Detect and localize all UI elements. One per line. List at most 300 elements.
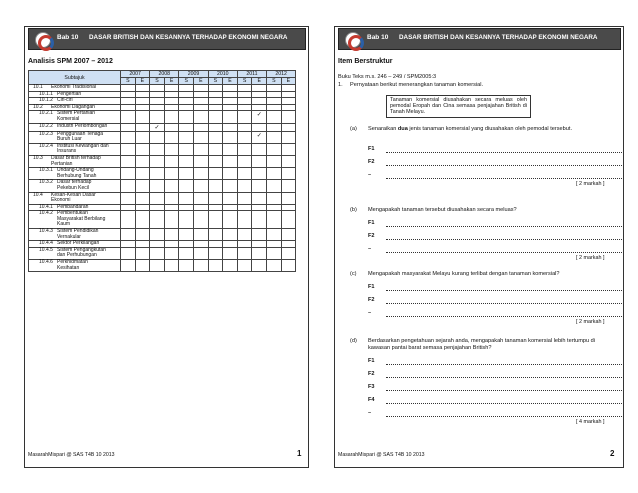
part-question xyxy=(368,338,618,351)
mark-cell xyxy=(237,211,252,229)
s-column-header: S xyxy=(237,78,252,85)
year-header: 2011 xyxy=(237,71,266,78)
mark-cell xyxy=(267,192,282,204)
mark-cell xyxy=(208,123,223,131)
subtopic-number: 10.3 xyxy=(33,154,43,161)
answer-input-line[interactable] xyxy=(386,290,622,291)
mark-cell xyxy=(223,91,238,98)
mark-cell xyxy=(121,211,136,229)
mark-cell xyxy=(208,143,223,155)
mark-cell xyxy=(237,247,252,259)
table-row xyxy=(29,168,296,180)
table-row xyxy=(29,111,296,123)
mark-cell xyxy=(252,247,267,259)
subtopic-text: Industri Perlombongan xyxy=(57,122,108,129)
mark-cell xyxy=(150,168,165,180)
mark-cell xyxy=(135,85,150,92)
mark-cell xyxy=(252,168,267,180)
table-row xyxy=(29,192,296,204)
check-mark-icon: ✓ xyxy=(252,131,267,143)
year-header: 2012 xyxy=(267,71,296,78)
table-row xyxy=(29,260,296,272)
part-label: (a) xyxy=(350,126,357,132)
mark-cell xyxy=(164,85,179,92)
question-text: Mengapakah tanaman tersebut diusahakan secara meluas? xyxy=(368,207,517,213)
mark-cell xyxy=(194,241,209,248)
mark-cell xyxy=(208,104,223,111)
subtopic-text: Institusi Kewangan dan Insurans xyxy=(57,142,109,155)
mark-cell xyxy=(281,260,296,272)
subtopic-number: 10.3.1 xyxy=(39,167,53,174)
quote-box: Tanaman komersial diusahakan secara meluas oleh pemodal Eropah dan Cina semasa penjajahan British di Tanah Melayu. xyxy=(386,95,531,118)
mark-cell xyxy=(223,260,238,272)
mark-cell xyxy=(135,229,150,241)
answer-input-line[interactable] xyxy=(386,303,622,304)
subtopic-cell xyxy=(29,168,121,180)
subtopic-number: 10.4.4 xyxy=(39,240,53,247)
subtopic-number: 10.4.3 xyxy=(39,228,53,235)
mark-cell xyxy=(223,143,238,155)
mark-cell xyxy=(223,204,238,211)
mark-cell xyxy=(281,111,296,123)
s-column-header: S xyxy=(267,78,282,85)
mark-cell xyxy=(135,211,150,229)
table-row xyxy=(29,155,296,167)
mark-cell xyxy=(208,204,223,211)
answer-label: F2 xyxy=(368,297,375,303)
mark-cell xyxy=(150,85,165,92)
mark-cell xyxy=(150,204,165,211)
subtopic-number: 10.1.2 xyxy=(39,97,53,104)
mark-cell xyxy=(179,211,194,229)
mark-cell xyxy=(252,260,267,272)
mark-cell xyxy=(164,91,179,98)
footer: MasarahMispari @ SAS T4B 10 2013 xyxy=(28,452,115,458)
part-label: (d) xyxy=(350,338,357,344)
mark-cell xyxy=(223,241,238,248)
mark-cell xyxy=(121,131,136,143)
mark-cell xyxy=(237,111,252,123)
mark-cell xyxy=(194,111,209,123)
mark-cell xyxy=(281,192,296,204)
page-border xyxy=(334,26,624,468)
mark-cell xyxy=(267,131,282,143)
mark-cell xyxy=(281,155,296,167)
section-title: Item Berstruktur xyxy=(338,58,393,65)
mark-cell xyxy=(223,85,238,92)
subtopic-text: Pembentukan Masyarakat Berbilang Kaum xyxy=(57,210,106,228)
subtopic-number: 10.2.3 xyxy=(39,130,53,137)
mark-cell xyxy=(150,192,165,204)
mark-cell xyxy=(252,155,267,167)
mark-cell xyxy=(179,241,194,248)
mark-cell xyxy=(208,168,223,180)
answer-input-line[interactable] xyxy=(386,152,622,153)
mark-cell xyxy=(252,211,267,229)
mark-cell xyxy=(237,104,252,111)
mark-cell xyxy=(267,241,282,248)
mark-cell xyxy=(252,229,267,241)
subtopic-number: 10.4 xyxy=(33,191,43,198)
table-row xyxy=(29,211,296,229)
mark-cell xyxy=(179,260,194,272)
mark-cell xyxy=(135,143,150,155)
mark-cell xyxy=(179,192,194,204)
mark-cell xyxy=(164,168,179,180)
mark-cell xyxy=(208,155,223,167)
mark-cell xyxy=(237,260,252,272)
mark-cell xyxy=(179,143,194,155)
page-left xyxy=(0,0,316,493)
mark-cell xyxy=(267,111,282,123)
answer-input-line[interactable] xyxy=(386,390,622,391)
school-logo-icon xyxy=(35,32,51,48)
mark-cell xyxy=(194,192,209,204)
mark-cell xyxy=(194,85,209,92)
mark-cell xyxy=(208,85,223,92)
mark-cell xyxy=(164,260,179,272)
mark-cell xyxy=(223,168,238,180)
mark-cell xyxy=(121,98,136,105)
mark-cell xyxy=(223,131,238,143)
subtopic-text: Sistem Pendidikan Vernakular xyxy=(57,228,99,240)
mark-cell xyxy=(135,260,150,272)
mark-cell xyxy=(237,180,252,192)
e-column-header: E xyxy=(252,78,267,85)
subtopic-cell xyxy=(29,192,121,204)
mark-cell xyxy=(121,91,136,98)
mark-cell xyxy=(267,98,282,105)
table-row xyxy=(29,131,296,143)
mark-cell xyxy=(281,204,296,211)
year-header: 2008 xyxy=(150,71,179,78)
mark-cell xyxy=(223,211,238,229)
mark-cell xyxy=(194,155,209,167)
mark-cell xyxy=(223,180,238,192)
mark-cell xyxy=(164,192,179,204)
mark-cell xyxy=(267,143,282,155)
mark-cell xyxy=(252,91,267,98)
mark-cell xyxy=(150,229,165,241)
mark-cell xyxy=(121,143,136,155)
subtopic-text: Sistem Pengangkutan dan Perhubungan xyxy=(57,246,106,259)
mark-cell xyxy=(237,229,252,241)
subtopic-number: 10.3.2 xyxy=(39,179,53,186)
answer-label: F2 xyxy=(368,371,375,377)
answer-input-line[interactable] xyxy=(386,416,622,417)
mark-cell xyxy=(164,131,179,143)
table-row xyxy=(29,229,296,241)
mark-cell xyxy=(135,241,150,248)
mark-cell xyxy=(150,111,165,123)
mark-cell xyxy=(237,241,252,248)
mark-cell xyxy=(281,98,296,105)
subtopic-number: 10.2.1 xyxy=(39,110,53,117)
mark-cell xyxy=(194,247,209,259)
mark-cell xyxy=(135,98,150,105)
mark-cell xyxy=(281,180,296,192)
mark-cell xyxy=(237,85,252,92)
mark-cell xyxy=(223,247,238,259)
mark-cell xyxy=(121,111,136,123)
answer-label: – xyxy=(368,172,372,178)
subtopic-header: Subtajuk xyxy=(29,71,121,85)
mark-cell xyxy=(252,192,267,204)
mark-cell xyxy=(223,98,238,105)
subtopic-cell xyxy=(29,211,121,229)
answer-input-line[interactable] xyxy=(386,165,622,166)
mark-cell xyxy=(121,180,136,192)
e-column-header: E xyxy=(164,78,179,85)
mark-cell xyxy=(179,85,194,92)
mark-cell xyxy=(164,123,179,131)
mark-cell xyxy=(208,247,223,259)
subtopic-cell xyxy=(29,155,121,167)
mark-cell xyxy=(194,260,209,272)
part-question xyxy=(368,126,618,133)
mark-cell xyxy=(121,260,136,272)
mark-cell xyxy=(208,241,223,248)
subtopic-number: 10.4.5 xyxy=(39,246,53,253)
chapter-title: DASAR BRITISH DAN KESANNYA TERHADAP EKONOMI NEGARA xyxy=(399,34,598,41)
table-row xyxy=(29,180,296,192)
analysis-body xyxy=(29,85,296,272)
subtopic-number: 10.1.1 xyxy=(39,90,53,97)
subtopic-text: Kesan-Kesan Dasar Ekonomi xyxy=(51,191,96,204)
subtopic-number: 10.2 xyxy=(33,103,43,110)
mark-cell xyxy=(179,168,194,180)
mark-cell xyxy=(208,260,223,272)
subtopic-cell xyxy=(29,260,121,272)
mark-cell xyxy=(281,168,296,180)
subtopic-number: 10.2.2 xyxy=(39,122,53,129)
mark-cell xyxy=(194,229,209,241)
subtopic-text: Dasar terhadap Pekebun Kecil xyxy=(57,179,92,191)
mark-cell xyxy=(281,91,296,98)
school-logo-icon xyxy=(345,32,361,48)
mark-cell xyxy=(179,111,194,123)
part-label: (b) xyxy=(350,207,357,213)
mark-cell xyxy=(194,123,209,131)
mark-cell xyxy=(121,241,136,248)
mark-cell xyxy=(208,192,223,204)
subtopic-text: Pembandaran xyxy=(57,203,89,210)
footer: MasarahMispari @ SAS T4B 10 2013 xyxy=(338,452,425,458)
mark-cell xyxy=(194,98,209,105)
mark-cell xyxy=(179,180,194,192)
mark-cell xyxy=(223,229,238,241)
mark-cell xyxy=(194,204,209,211)
table-row xyxy=(29,247,296,259)
mark-cell xyxy=(121,192,136,204)
answer-input-line[interactable] xyxy=(386,316,622,317)
mark-cell xyxy=(179,98,194,105)
mark-cell xyxy=(281,131,296,143)
part-question xyxy=(368,271,618,278)
answer-label: F2 xyxy=(368,159,375,165)
s-column-header: S xyxy=(121,78,136,85)
mark-cell xyxy=(208,229,223,241)
mark-cell xyxy=(150,131,165,143)
mark-cell xyxy=(179,247,194,259)
mark-cell xyxy=(164,98,179,105)
marks-label: [ 2 markah ] xyxy=(576,255,605,261)
mark-cell xyxy=(237,143,252,155)
mark-cell xyxy=(150,211,165,229)
mark-cell xyxy=(267,85,282,92)
mark-cell xyxy=(208,211,223,229)
subtopic-text: Penggunaan Tenaga Buruh Luar xyxy=(57,130,104,143)
mark-cell xyxy=(150,143,165,155)
part-question xyxy=(368,207,618,214)
mark-cell xyxy=(267,155,282,167)
subtopic-cell xyxy=(29,111,121,123)
mark-cell xyxy=(150,241,165,248)
subtopic-text: Sistem Pertanian Komersial xyxy=(57,110,96,122)
mark-cell xyxy=(194,104,209,111)
mark-cell xyxy=(281,247,296,259)
marks-label: [ 2 markah ] xyxy=(576,181,605,187)
question-text: Mengapakah masyarakat Melayu kurang terlibat dengan tanaman komersial? xyxy=(368,271,560,277)
answer-label: F4 xyxy=(368,397,375,403)
s-column-header: S xyxy=(179,78,194,85)
chapter-number: Bab 10 xyxy=(57,34,79,41)
answer-label: – xyxy=(368,310,372,316)
mark-cell xyxy=(150,155,165,167)
mark-cell xyxy=(223,111,238,123)
mark-cell xyxy=(164,143,179,155)
part-label: (c) xyxy=(350,271,357,277)
chapter-header xyxy=(28,28,306,50)
check-mark-icon: ✓ xyxy=(252,111,267,123)
mark-cell xyxy=(194,180,209,192)
mark-cell xyxy=(135,111,150,123)
mark-cell xyxy=(208,111,223,123)
mark-cell xyxy=(179,104,194,111)
mark-cell xyxy=(281,123,296,131)
e-column-header: E xyxy=(223,78,238,85)
answer-input-line[interactable] xyxy=(386,178,622,179)
mark-cell xyxy=(121,229,136,241)
e-column-header: E xyxy=(194,78,209,85)
mark-cell xyxy=(194,143,209,155)
mark-cell xyxy=(135,131,150,143)
page-number: 1 xyxy=(297,449,302,458)
mark-cell xyxy=(237,123,252,131)
mark-cell xyxy=(135,168,150,180)
answer-label: – xyxy=(368,246,372,252)
mark-cell xyxy=(164,104,179,111)
answer-input-line[interactable] xyxy=(386,226,622,227)
mark-cell xyxy=(237,131,252,143)
s-column-header: S xyxy=(150,78,165,85)
mark-cell xyxy=(121,155,136,167)
mark-cell xyxy=(252,204,267,211)
table-row xyxy=(29,143,296,155)
question-text: jenis tanaman komersial yang diusahakan oleh pemodal tersebut. xyxy=(407,126,572,132)
mark-cell xyxy=(281,85,296,92)
mark-cell xyxy=(150,247,165,259)
check-mark-icon: ✓ xyxy=(150,123,165,131)
e-column-header: E xyxy=(281,78,296,85)
answer-input-line[interactable] xyxy=(386,239,622,240)
mark-cell xyxy=(150,98,165,105)
subtopic-text: Ekonomi Tradisional xyxy=(51,84,97,90)
mark-cell xyxy=(150,180,165,192)
answer-label: F1 xyxy=(368,358,375,364)
question-text: Pernyataan berikut menerangkan tanaman komersial. xyxy=(350,82,484,88)
mark-cell xyxy=(281,229,296,241)
mark-cell xyxy=(281,104,296,111)
mark-cell xyxy=(179,229,194,241)
chapter-header xyxy=(338,28,621,50)
marks-label: [ 4 markah ] xyxy=(576,419,605,425)
analysis-table xyxy=(28,70,296,272)
answer-label: F1 xyxy=(368,146,375,152)
subtopic-number: 10.4.6 xyxy=(39,259,53,266)
s-column-header: S xyxy=(208,78,223,85)
chapter-title: DASAR BRITISH DAN KESANNYA TERHADAP EKONOMI NEGARA xyxy=(89,34,288,41)
mark-cell xyxy=(267,123,282,131)
mark-cell xyxy=(237,98,252,105)
subtopic-number: 10.4.1 xyxy=(39,203,53,210)
mark-cell xyxy=(267,104,282,111)
mark-cell xyxy=(267,211,282,229)
mark-cell xyxy=(237,155,252,167)
mark-cell xyxy=(194,168,209,180)
mark-cell xyxy=(164,247,179,259)
answer-input-line[interactable] xyxy=(386,252,622,253)
subtopic-cell xyxy=(29,229,121,241)
mark-cell xyxy=(121,85,136,92)
answer-input-line[interactable] xyxy=(386,403,622,404)
e-column-header: E xyxy=(135,78,150,85)
mark-cell xyxy=(164,180,179,192)
mark-cell xyxy=(121,168,136,180)
mark-cell xyxy=(237,192,252,204)
mark-cell xyxy=(164,229,179,241)
subtopic-cell xyxy=(29,180,121,192)
subtopic-text: Sektor Perkilangan xyxy=(57,240,100,247)
mark-cell xyxy=(281,143,296,155)
mark-cell xyxy=(223,192,238,204)
mark-cell xyxy=(223,155,238,167)
mark-cell xyxy=(121,204,136,211)
year-header: 2009 xyxy=(179,71,208,78)
question-emphasis: dua xyxy=(397,126,408,132)
mark-cell xyxy=(252,123,267,131)
section-title: Analisis SPM 2007 – 2012 xyxy=(28,58,113,65)
question-text: Senaraikan xyxy=(368,126,398,132)
mark-cell xyxy=(223,104,238,111)
mark-cell xyxy=(237,168,252,180)
answer-input-line[interactable] xyxy=(386,364,622,365)
mark-cell xyxy=(135,192,150,204)
answer-input-line[interactable] xyxy=(386,377,622,378)
mark-cell xyxy=(208,98,223,105)
mark-cell xyxy=(208,180,223,192)
mark-cell xyxy=(179,155,194,167)
subtopic-cell xyxy=(29,143,121,155)
mark-cell xyxy=(194,131,209,143)
mark-cell xyxy=(135,204,150,211)
mark-cell xyxy=(150,91,165,98)
answer-label: – xyxy=(368,410,372,416)
mark-cell xyxy=(164,211,179,229)
mark-cell xyxy=(121,123,136,131)
subtopic-text: Dasar British terhadap Pertanian xyxy=(51,154,101,167)
mark-cell xyxy=(252,143,267,155)
